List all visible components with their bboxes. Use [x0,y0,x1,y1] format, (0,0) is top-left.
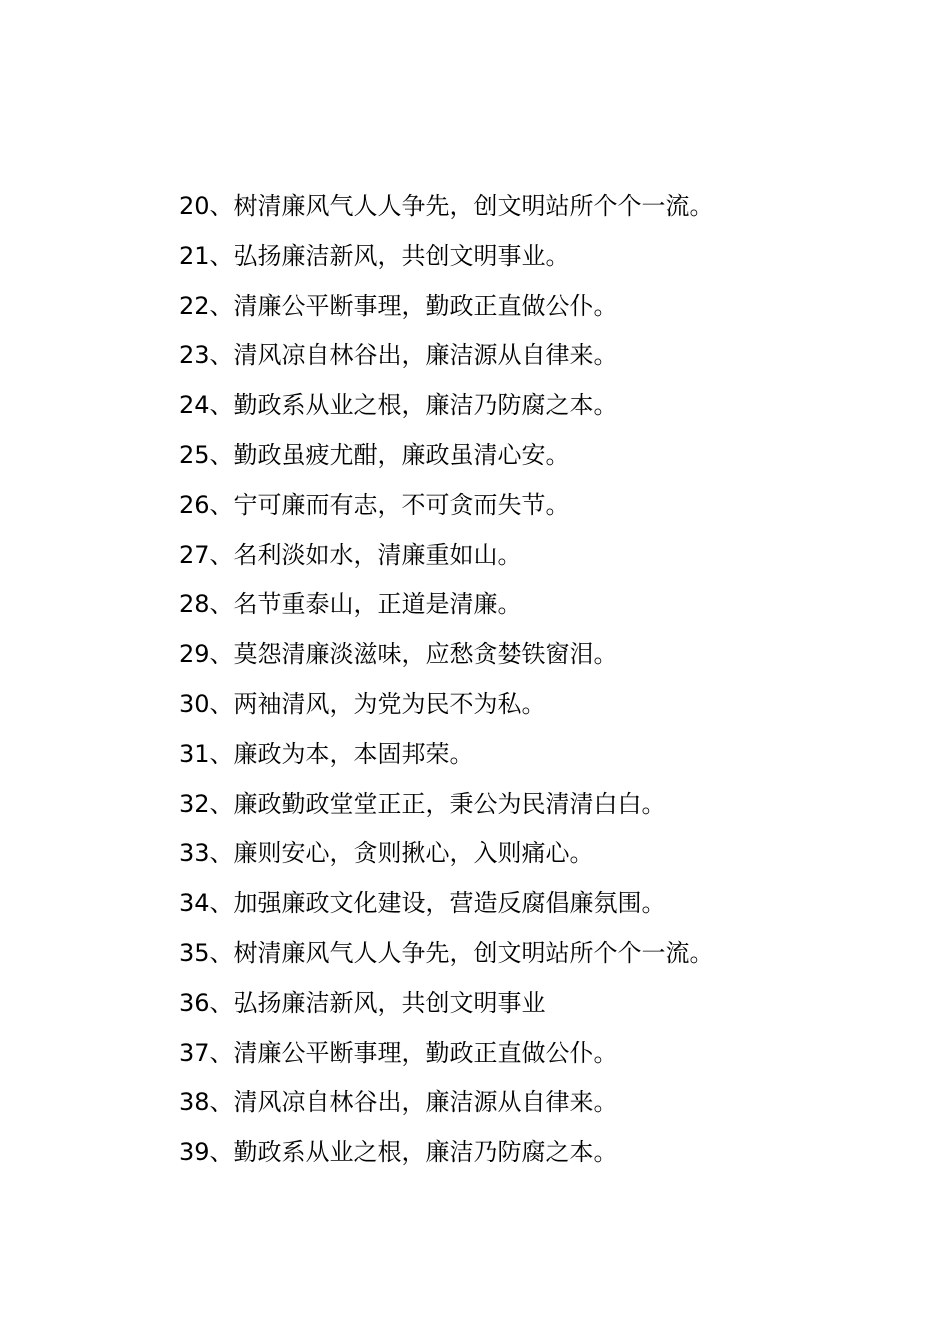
slogan-line: 20、树清廉风气人人争先，创文明站所个个一流。 [179,192,714,220]
slogan-line: 38、清风凉自林谷出，廉洁源从自律来。 [179,1088,618,1117]
slogan-line: 24、勤政系从业之根，廉洁乃防腐之本。 [179,391,618,420]
slogan-line: 31、廉政为本，本固邦荣。 [179,739,474,768]
slogan-line: 39、勤政系从业之根，廉洁乃防腐之本。 [179,1138,618,1167]
slogan-list [179,186,714,1182]
slogan-line: 35、树清廉风气人人争先，创文明站所个个一流。 [179,938,714,967]
slogan-line: 29、莫怨清廉淡滋味，应愁贪婪铁窗泪。 [179,640,618,669]
slogan-line: 33、廉则安心，贪则揪心，入则痛心。 [179,839,594,868]
slogan-line: 25、勤政虽疲尤酣，廉政虽清心安。 [179,440,570,469]
slogan-line: 26、宁可廉而有志，不可贪而失节。 [179,490,570,519]
slogan-line: 28、名节重泰山，正道是清廉。 [179,590,522,619]
slogan-line: 36、弘扬廉洁新风，共创文明事业 [179,988,546,1017]
slogan-line: 34、加强廉政文化建设，营造反腐倡廉氛围。 [179,889,666,918]
slogan-line: 32、廉政勤政堂堂正正，秉公为民清清白白。 [179,789,666,818]
slogan-line: 22、清廉公平断事理，勤政正直做公仆。 [179,291,618,320]
slogan-line: 37、清廉公平断事理，勤政正直做公仆。 [179,1038,618,1067]
slogan-line: 30、两袖清风，为党为民不为私。 [179,689,546,718]
slogan-line: 27、名利淡如水，清廉重如山。 [179,540,522,569]
slogan-line: 23、清风凉自林谷出，廉洁源从自律来。 [179,341,618,370]
slogan-line: 21、弘扬廉洁新风，共创文明事业。 [179,241,570,270]
